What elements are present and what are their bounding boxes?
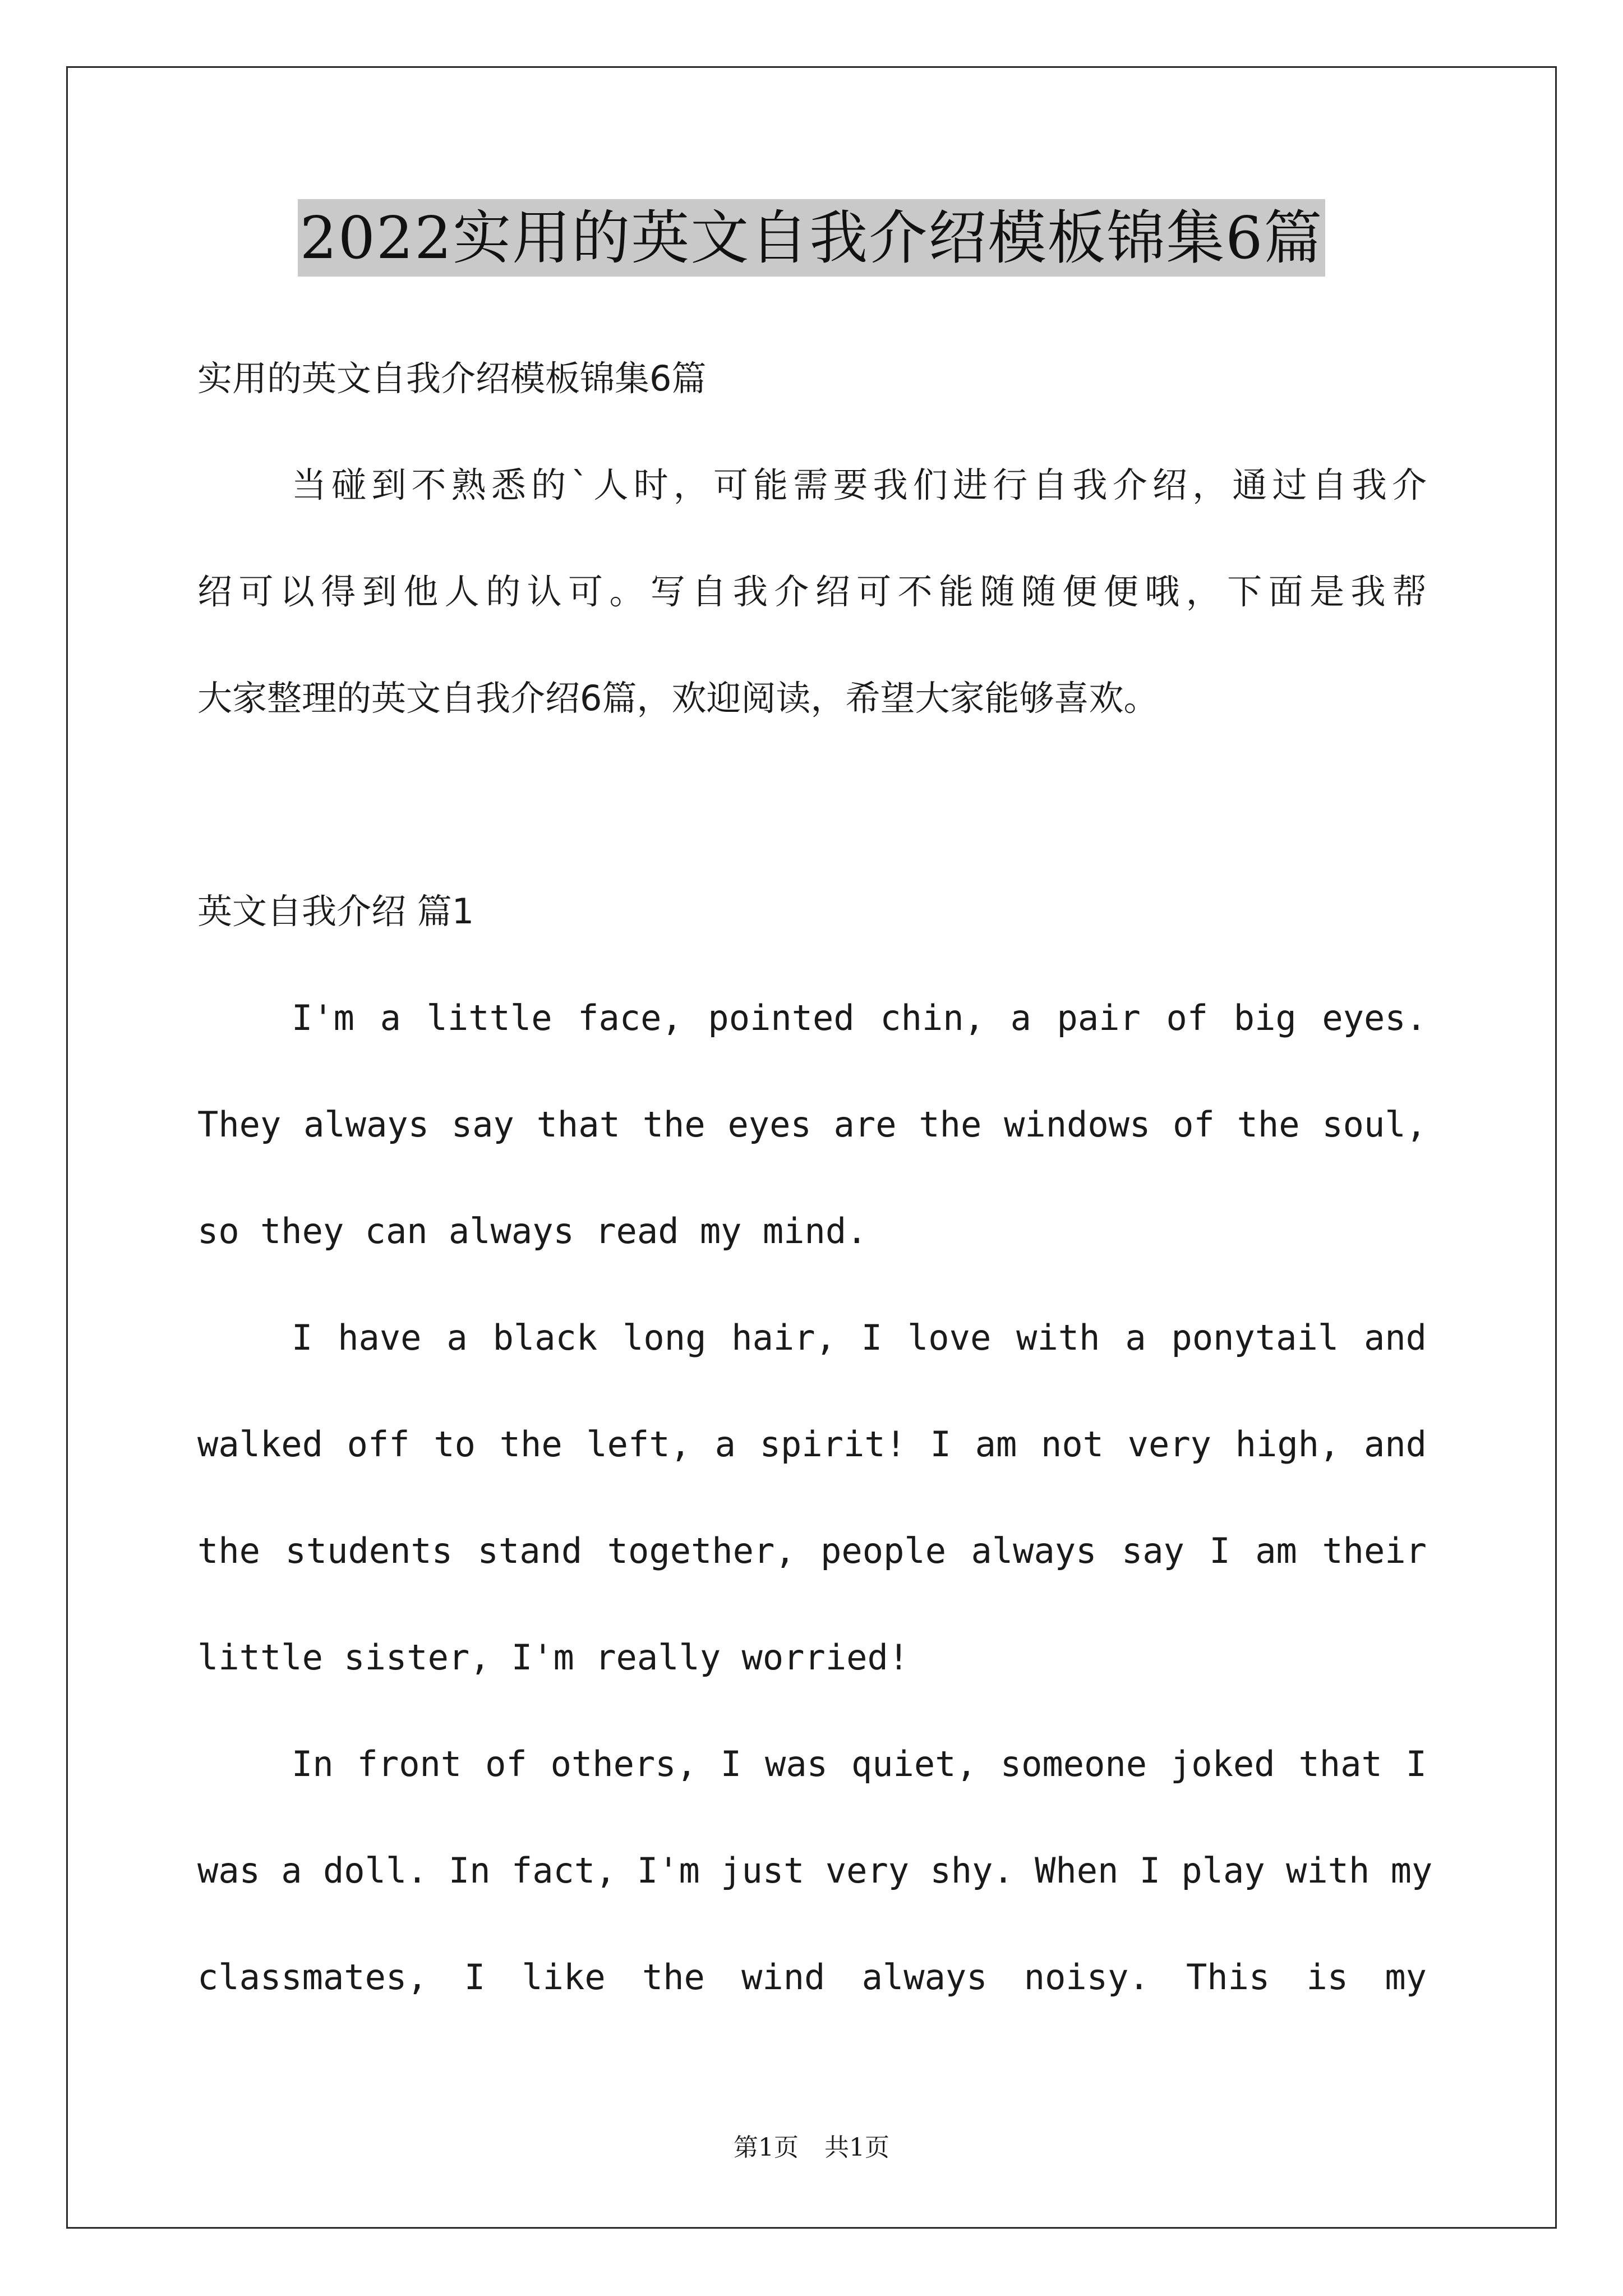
paragraph-gap: [197, 771, 1427, 878]
section-heading: 英文自我介绍 篇1: [197, 891, 474, 932]
page-total: 共1页: [824, 2133, 889, 2162]
intro-line-1: 当碰到不熟悉的`人时，可能需要我们进行自我介绍，通过自我介: [292, 464, 1427, 505]
document-title: 2022实用的英文自我介绍模板锦集6篇: [298, 199, 1326, 277]
paragraph2-line-4: little sister, I'm really worried!: [197, 1637, 910, 1678]
paragraph2-line-1: I have a black long hair, I love with a ponytail and: [292, 1317, 1427, 1358]
paragraph1-line-3: so they can always read my mind.: [197, 1211, 868, 1251]
title-container: [0, 199, 1623, 277]
intro-line-2: 绍可以得到他人的认可。写自我介绍可不能随随便便哦，下面是我帮: [197, 571, 1427, 612]
page-number: 第1页: [734, 2133, 799, 2162]
paragraph3-line-2: was a doll. In fact, I'm just very shy. When I play with my: [197, 1850, 1433, 1891]
intro-line-3: 大家整理的英文自我介绍6篇，欢迎阅读，希望大家能够喜欢。: [197, 678, 1159, 719]
paragraph2-line-2: walked off to the left, a spirit! I am not very high, and: [197, 1424, 1427, 1465]
document-subtitle: 实用的英文自我介绍模板锦集6篇: [197, 358, 707, 399]
paragraph2-line-3: the students stand together, people always say I am their: [197, 1530, 1427, 1571]
document-body: [197, 345, 1433, 2050]
paragraph3-line-3: classmates, I like the wind always noisy. This is my: [197, 1957, 1427, 1998]
paragraph3-line-1: In front of others, I was quiet, someone joked that I: [292, 1743, 1427, 1784]
paragraph1-line-1: I'm a little face, pointed chin, a pair of big eyes.: [292, 997, 1427, 1038]
page-footer: [0, 2127, 1623, 2163]
paragraph1-line-2: They always say that the eyes are the windows of the soul,: [197, 1104, 1427, 1145]
